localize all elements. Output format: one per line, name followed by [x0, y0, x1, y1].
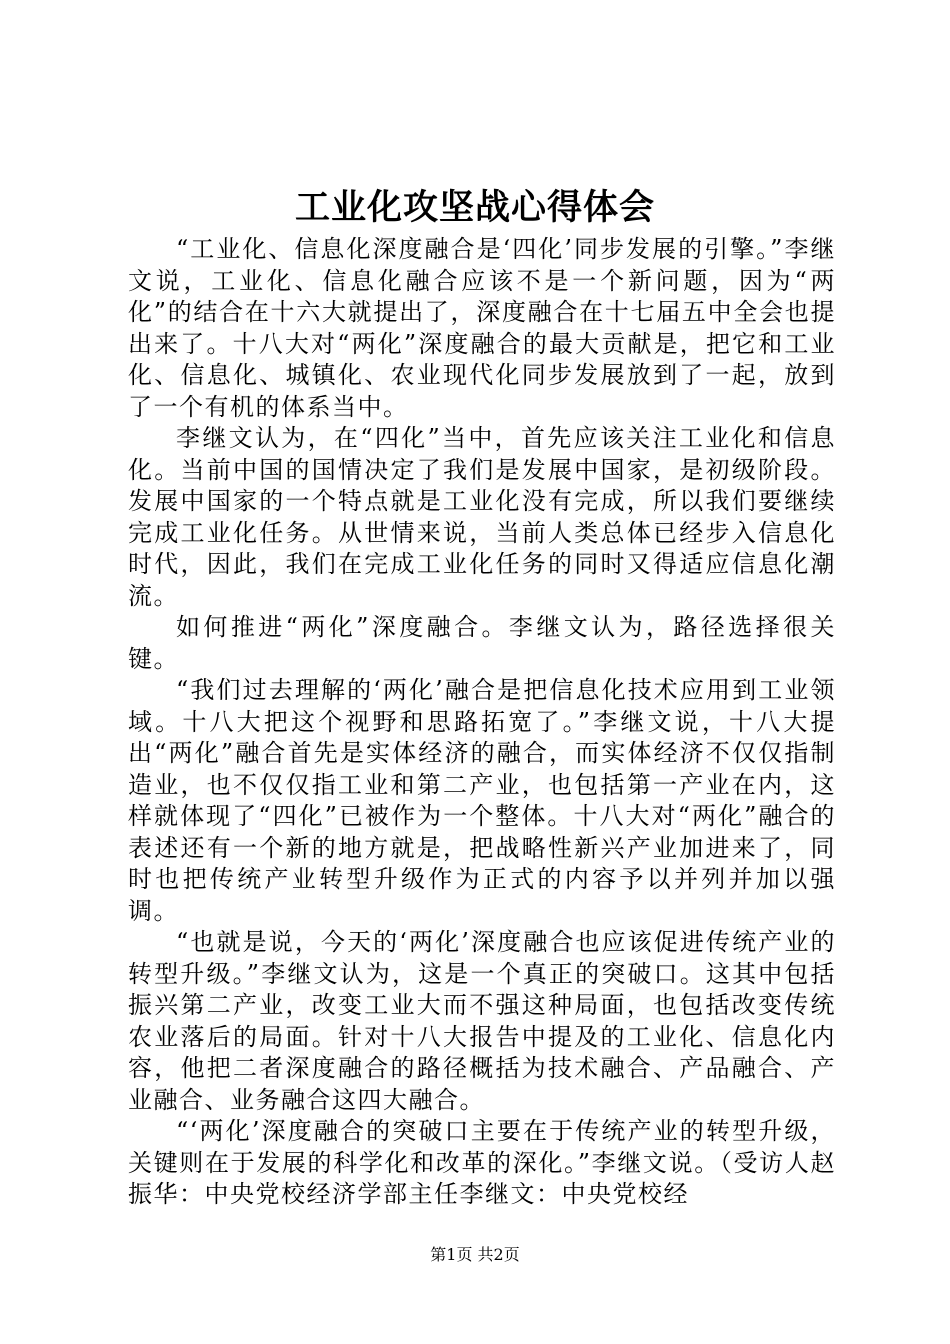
paragraph: “工业化、信息化深度融合是‘四化’同步发展的引擎。”李继文说，工业化、信息化融合应该不是一个新问题，因为“两化”的结合在十六大就提出了，深度融合在十七届五中全会也提出来了。十八大对“两化”深度融合的最大贡献是，把它和工业化、信息化、城镇化、农业现代化同步发展放到了一起，放到了一个有机的体系当中。 [128, 235, 836, 421]
page-number-footer: 第1页 共2页 [430, 1245, 520, 1264]
paragraph: “我们过去理解的‘两化’融合是把信息化技术应用到工业领域。十八大把这个视野和思路拓宽了。”李继文说，十八大提出“两化”融合首先是实体经济的融合，而实体经济不仅仅指制造业，也不仅仅指工业和第二产业，也包括第一产业在内，这样就体现了“四化”已被作为一个整体。十八大对“两化”融合的表述还有一个新的地方就是，把战略性新兴产业加进来了，同时也把传统产业转型升级作为正式的内容予以并列并加以强调。 [128, 676, 836, 925]
document-body [128, 234, 836, 1211]
paragraph: 李继文认为，在“四化”当中，首先应该关注工业化和信息化。当前中国的国情决定了我们是发展中国家，是初级阶段。发展中国家的一个特点就是工业化没有完成，所以我们要继续完成工业化任务。从世情来说，当前人类总体已经步入信息化时代，因此，我们在完成工业化任务的同时又得适应信息化潮流。 [128, 424, 836, 610]
paragraph: “‘两化’深度融合的突破口主要在于传统产业的转型升级，关键则在于发展的科学化和改革的深化。”李继文说。（受访人赵振华：中央党校经济学部主任李继文：中央党校经 [128, 1117, 836, 1208]
paragraph: “也就是说，今天的‘两化’深度融合也应该促进传统产业的转型升级。”李继文认为，这是一个真正的突破口。这其中包括振兴第二产业，改变工业大而不强这种局面，也包括改变传统农业落后的局面。针对十八大报告中提及的工业化、信息化内容，他把二者深度融合的路径概括为技术融合、产品融合、产业融合、业务融合这四大融合。 [128, 928, 836, 1114]
document-title: 工业化攻坚战心得体会 [294, 187, 655, 228]
paragraph: 如何推进“两化”深度融合。李继文认为，路径选择很关键。 [128, 613, 836, 673]
